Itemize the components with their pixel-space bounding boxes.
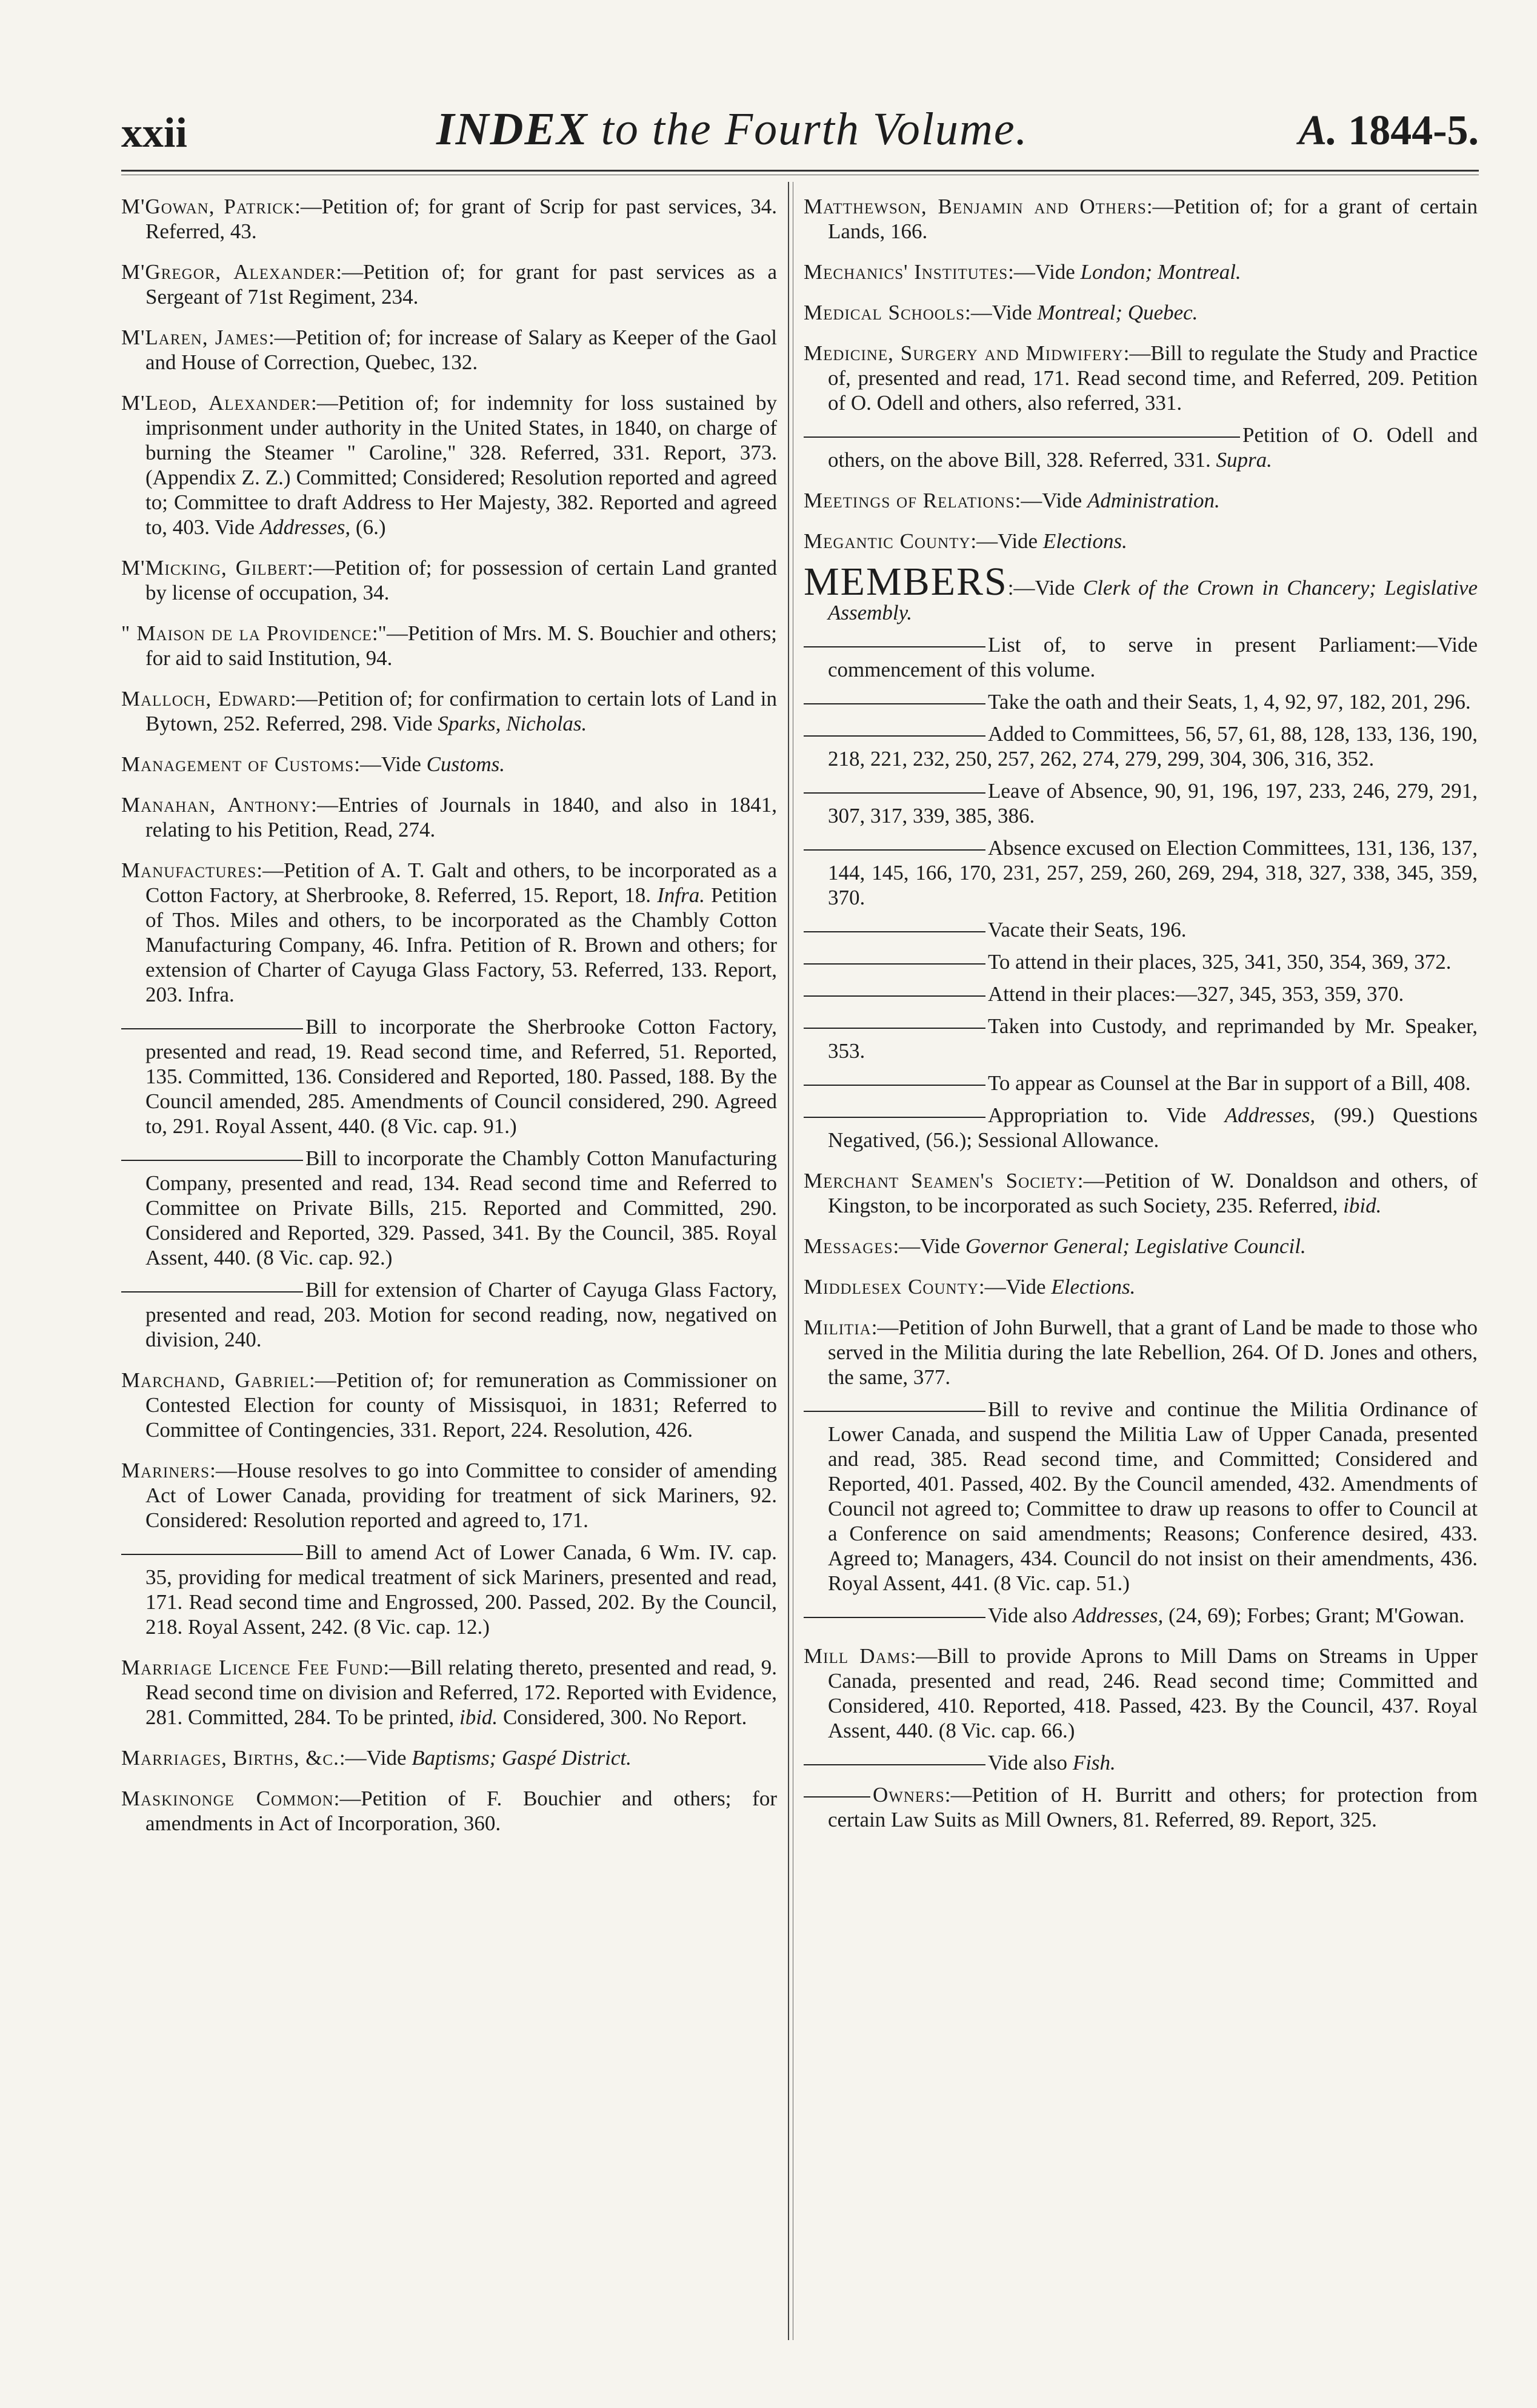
- entry-text: :—Entries of Journals in 1840, and also in 1841, relating to his Petition, Read, 274.: [145, 793, 777, 841]
- index-subentry: [804, 1603, 1478, 1628]
- entry-heading: M'Leod, Alexander: [121, 391, 312, 415]
- continuation-dash: [121, 1554, 303, 1555]
- index-subentry: [121, 1277, 777, 1352]
- index-subentry: [804, 835, 1478, 910]
- entry-text: Bill for extension of Charter of Cayuga Glass Factory, presented and read, 203. Motion for second reading, now, negatived on division, 240.: [145, 1278, 777, 1351]
- continuation-dash: [804, 1764, 985, 1765]
- entry-reference: Supra.: [1216, 448, 1272, 472]
- index-subentry: [804, 721, 1478, 771]
- entry-heading: M'Laren, James: [121, 326, 268, 349]
- entry-text: :—Bill to provide Aprons to Mill Dams on Streams in Upper Canada, presented and read, 246. Read second time; Committed and Considered, 410. Reported, 418. Passed, 423. By the Council, 437. Royal Assent, 440. (8 Vic. cap. 66.): [828, 1644, 1478, 1742]
- entry-text: Vacate their Seats, 196.: [988, 918, 1187, 941]
- index-entry: [804, 1168, 1478, 1218]
- index-entry: [121, 325, 777, 375]
- entry-heading: Medicine, Surgery and Midwifery: [804, 341, 1124, 365]
- index-entry: [121, 390, 777, 540]
- entry-text: Taken into Custody, and reprimanded by Mr. Speaker, 353.: [828, 1014, 1478, 1063]
- entry-text: :—Vide: [1008, 260, 1075, 284]
- entry-text: :—House resolves to go into Committee to consider of amending Act of Lower Canada, providing for treatment of sick Mariners, 92. Considered: Resolution reported and agreed to, 171.: [145, 1459, 777, 1532]
- entry-heading: M'Gregor, Alexander: [121, 260, 336, 284]
- entry-reference: ibid.: [459, 1705, 498, 1729]
- entry-text: Attend in their places:—327, 345, 353, 359, 370.: [988, 982, 1404, 1006]
- index-subentry: [804, 689, 1478, 714]
- entry-text: :—Petition of H. Burritt and others; for protection from certain Law Suits as Mill Owners, 81. Referred, 89. Report, 325.: [828, 1783, 1478, 1831]
- index-entry: [804, 488, 1478, 513]
- entry-text: Appropriation to. Vide: [988, 1103, 1207, 1127]
- entry-reference: Governor General; Legislative Council.: [965, 1234, 1306, 1258]
- index-entry: [804, 529, 1478, 554]
- entry-text: :—Vide: [339, 1746, 407, 1770]
- volume-letter: A.: [1298, 107, 1338, 154]
- entry-reference: ibid.: [1343, 1194, 1382, 1217]
- index-entry: [804, 1644, 1478, 1743]
- entry-text: :—Petition of; for confirmation to certain lots of Land in Bytown, 252. Referred, 298. Vide: [145, 687, 777, 735]
- entry-tail: Petition of Thos. Miles and others, to be incorporated as the Chambly Cotton Manufacturing Company, 46. Infra. Petition of R. Brown and others; for extension of Charter of Cayuga Glass Factory, 53. Referred, 133. Report, 203. Infra.: [145, 883, 777, 1006]
- entry-heading: M'Micking, Gilbert: [121, 556, 308, 580]
- entry-text: Bill to revive and continue the Militia Ordinance of Lower Canada, and suspend the Militia Law of Upper Canada, presented and read, 385. Read second time, and Committed; Considered and Reported, 401. Passed, 402. By the Council amended, 432. Amendments of Council not agreed to; Committee to draw up reasons to offer to Council at a Conference on said amendments; Reasons; Conference desired, 433. Agreed to; Managers, 434. Council do not insist on their amendments, 436. Royal Assent, 441. (8 Vic. cap. 51.): [828, 1397, 1478, 1595]
- entry-reference: Elections.: [1051, 1275, 1136, 1299]
- entry-tail: (24, 69); Forbes; Grant; M'Gowan.: [1168, 1604, 1465, 1627]
- entry-text: To appear as Counsel at the Bar in support of a Bill, 408.: [988, 1071, 1471, 1095]
- entry-text: :—Petition of F. Bouchier and others; for amendments in Act of Incorporation, 360.: [145, 1787, 777, 1835]
- index-subentry: [804, 1014, 1478, 1063]
- entry-heading: " Maison de la Providence: [121, 621, 372, 645]
- entry-heading: M'Gowan, Patrick: [121, 195, 295, 218]
- continuation-dash: [121, 1291, 303, 1293]
- entry-heading: Management of Customs: [121, 752, 355, 776]
- continuation-dash: [804, 931, 985, 932]
- index-subentry: [804, 982, 1478, 1006]
- index-entry: [804, 341, 1478, 415]
- entry-reference: Baptisms; Gaspé District.: [412, 1746, 632, 1770]
- entry-heading: Meetings of Relations: [804, 489, 1015, 512]
- entry-heading: Messages: [804, 1234, 893, 1258]
- index-entry: [804, 1315, 1478, 1390]
- entry-text: Vide also: [988, 1751, 1068, 1774]
- index-entry: [121, 259, 777, 309]
- column-divider: [788, 182, 789, 2340]
- entry-text: To attend in their places, 325, 341, 350, 354, 369, 372.: [988, 950, 1452, 974]
- left-column: [121, 194, 777, 1851]
- running-title: [436, 103, 1029, 156]
- volume-year: [1298, 107, 1479, 155]
- index-entry: [121, 555, 777, 605]
- continuation-dash: [121, 1160, 303, 1161]
- entry-text: :—Petition of; for grant of Scrip for past services, 34. Referred, 43.: [145, 195, 777, 243]
- entry-heading: Owners: [873, 1783, 945, 1807]
- entry-reference: Clerk of the Crown in Chancery; Legislative Assembly.: [828, 576, 1478, 624]
- entry-text: :—Petition of; for possession of certain Land granted by license of occupation, 34.: [145, 556, 777, 604]
- index-entry: [121, 194, 777, 244]
- index-subentry: [804, 778, 1478, 828]
- continuation-dash: [804, 1796, 870, 1798]
- index-entry: [804, 259, 1478, 284]
- title-index-word: INDEX: [436, 104, 588, 155]
- entry-heading: Merchant Seamen's Society: [804, 1169, 1078, 1192]
- entry-heading: Mill Dams: [804, 1644, 910, 1668]
- entry-text: Bill to incorporate the Chambly Cotton Manufacturing Company, presented and read, 134. Read second time and Referred to Committee on Private Bills, 215. Reported and Committed, 290. Considered and Reported, 329. Passed, 341. By the Council, 385. Royal Assent, 440. (8 Vic. cap. 92.): [145, 1146, 777, 1269]
- index-entry: [121, 752, 777, 777]
- index-subentry: [804, 1750, 1478, 1775]
- continuation-dash: [804, 646, 985, 647]
- entry-text: :—Vide: [970, 529, 1038, 553]
- index-entry: [121, 1655, 777, 1730]
- entry-heading: Marchand, Gabriel: [121, 1368, 309, 1392]
- entry-text: Leave of Absence, 90, 91, 196, 197, 233, 246, 279, 291, 307, 317, 339, 385, 386.: [828, 779, 1478, 828]
- entry-text: :—Petition of W. Donaldson and others, of Kingston, to be incorporated as such Society, 235. Referred,: [828, 1169, 1478, 1217]
- entry-text: :—Bill relating thereto, presented and read, 9. Read second time on division and Referred, 172. Reported with Evidence, 281. Committed, 284. To be printed,: [145, 1656, 777, 1729]
- year: 1844-5.: [1348, 107, 1479, 154]
- continuation-dash: [804, 1411, 985, 1412]
- entry-tail: Considered, 300. No Report.: [502, 1705, 747, 1729]
- entry-text: :—Petition of; for increase of Salary as Keeper of the Gaol and House of Correction, Quebec, 132.: [145, 326, 777, 374]
- entry-heading: Middlesex County: [804, 1275, 979, 1299]
- entry-reference: Sparks, Nicholas.: [438, 712, 587, 735]
- entry-heading: Manufactures: [121, 858, 257, 882]
- index-entry: [121, 1786, 777, 1836]
- entry-reference: Elections.: [1042, 529, 1127, 553]
- index-entry: [121, 621, 777, 671]
- index-entry: [804, 194, 1478, 244]
- entry-text: :—Petition of; for grant for past services as a Sergeant of 71st Regiment, 234.: [145, 260, 777, 309]
- continuation-dash: [804, 963, 985, 965]
- index-subentry: [804, 1071, 1478, 1095]
- entry-reference: Addresses,: [259, 515, 351, 539]
- entry-heading: Malloch, Edward: [121, 687, 291, 711]
- entry-reference: Customs.: [426, 752, 505, 776]
- entry-text: :—Vide: [978, 1275, 1046, 1299]
- continuation-dash: [804, 849, 985, 851]
- index-subentry: [804, 1103, 1478, 1152]
- index-entry: [804, 1234, 1478, 1259]
- entry-text: Added to Committees, 56, 57, 61, 88, 128, 133, 136, 190, 218, 221, 232, 250, 257, 262, 274, 279, 299, 304, 306, 316, 352.: [828, 722, 1478, 771]
- index-subentry: [121, 1014, 777, 1139]
- index-subentry: [804, 423, 1478, 472]
- right-column: [804, 194, 1478, 1848]
- entry-reference: Addresses,: [1072, 1604, 1164, 1627]
- index-subentry: [804, 949, 1478, 974]
- entry-text: :—Vide: [354, 752, 421, 776]
- index-subentry: [121, 1540, 777, 1639]
- entry-reference: Administration.: [1087, 489, 1220, 512]
- index-entry: [804, 300, 1478, 325]
- index-subentry: [804, 1782, 1478, 1832]
- entry-text: Absence excused on Election Committees, 131, 136, 137, 144, 145, 166, 170, 231, 257, 259, 260, 269, 294, 318, 327, 338, 345, 359, 370.: [828, 836, 1478, 909]
- entry-tail: (99.) Questions Negatived, (56.); Sessional Allowance.: [828, 1103, 1478, 1152]
- entry-text: :—Petition of John Burwell, that a grant of Land be made to those who served in the Militia during the late Rebellion, 264. Of D. Jones and others, the same, 377.: [828, 1316, 1478, 1389]
- continuation-dash: [804, 703, 985, 704]
- entry-text: List of, to serve in present Parliament:—Vide commencement of this volume.: [828, 633, 1478, 681]
- index-entry: [804, 560, 1478, 625]
- entry-reference: London; Montreal.: [1080, 260, 1241, 284]
- entry-heading: Medical Schools: [804, 301, 965, 324]
- entry-text: :—Petition of A. T. Galt and others, to be incorporated as a Cotton Factory, at Sherbrooke, 8. Referred, 15. Report, 18.: [145, 858, 777, 907]
- entry-text: :—Petition of; for indemnity for loss sustained by imprisonment under authority in the United States, in 1840, on charge of burning the Steamer " Caroline," 328. Referred, 331. Report, 373. (Appendix Z. Z.) Committed; Considered; Resolution reported and agreed to; Committee to draft Address to Her Majesty, 382. Reported and agreed to, 403. Vide: [145, 391, 777, 539]
- entry-text: :—Vide: [893, 1234, 961, 1258]
- entry-text: Petition of O. Odell and others, on the above Bill, 328. Referred, 331.: [828, 423, 1478, 472]
- index-subentry: [121, 1146, 777, 1270]
- index-subentry: [804, 632, 1478, 682]
- index-entry: [804, 1274, 1478, 1299]
- continuation-dash: [804, 1617, 985, 1618]
- entry-reference: Fish.: [1072, 1751, 1116, 1774]
- continuation-dash: [804, 995, 985, 997]
- entry-text: Bill to amend Act of Lower Canada, 6 Wm. IV. cap. 35, providing for medical treatment of sick Mariners, presented and read, 171. Read second time and Engrossed, 200. Passed, 202. By the Council, 218. Royal Assent, 242. (8 Vic. cap. 12.): [145, 1540, 777, 1639]
- header-rule: [121, 170, 1479, 172]
- entry-text: :—Petition of; for a grant of certain Lands, 166.: [828, 195, 1478, 243]
- index-entry: [121, 1745, 777, 1770]
- entry-tail: (6.): [355, 515, 386, 539]
- entry-text: :—Vide: [1015, 489, 1082, 512]
- index-entry: [121, 858, 777, 1007]
- page-number: xxii: [121, 110, 187, 156]
- continuation-dash: [804, 1028, 985, 1029]
- entry-heading: Marriages, Births, &c.: [121, 1746, 339, 1770]
- index-entry: [121, 686, 777, 736]
- entry-text: Bill to incorporate the Sherbrooke Cotton Factory, presented and read, 19. Read second time, and Referred, 51. Reported, 135. Committed, 136. Considered and Reported, 180. Passed, 188. By the Council amended, 285. Amendments of Council considered, 290. Agreed to, 291. Royal Assent, 440. (8 Vic. cap. 91.): [145, 1015, 777, 1138]
- continuation-dash: [804, 1117, 985, 1118]
- continuation-dash: [121, 1028, 303, 1029]
- entry-text: :—Vide: [965, 301, 1032, 324]
- entry-text: Take the oath and their Seats, 1, 4, 92, 97, 182, 201, 296.: [988, 690, 1471, 714]
- entry-text: :—Vide: [1007, 576, 1075, 600]
- continuation-dash: [804, 792, 985, 794]
- entry-reference: Addresses,: [1224, 1103, 1316, 1127]
- index-entry: [121, 1458, 777, 1533]
- page-header: [121, 103, 1479, 158]
- entry-text: :"—Petition of Mrs. M. S. Bouchier and others; for aid to said Institution, 94.: [145, 621, 777, 670]
- continuation-dash: [804, 436, 1240, 438]
- index-entry: [121, 1368, 777, 1442]
- index-entry: [121, 792, 777, 842]
- entry-heading: Manahan, Anthony: [121, 793, 312, 817]
- entry-text: :—Petition of; for remuneration as Commissioner on Contested Election for county of Missisquoi, in 1831; Referred to Committee of Contingencies, 331. Report, 224. Resolution, 426.: [145, 1368, 777, 1442]
- entry-heading: Militia: [804, 1316, 872, 1339]
- title-rest: to the Fourth Volume.: [601, 104, 1029, 155]
- continuation-dash: [804, 1085, 985, 1086]
- index-subentry: [804, 1397, 1478, 1596]
- index-subentry: [804, 917, 1478, 942]
- entry-heading: Mechanics' Institutes: [804, 260, 1009, 284]
- entry-heading: Matthewson, Benjamin and Others: [804, 195, 1147, 218]
- entry-reference: Infra.: [657, 883, 705, 907]
- entry-heading: Mariners: [121, 1459, 210, 1482]
- entry-heading: MEMBERS: [804, 560, 1008, 604]
- entry-reference: Montreal; Quebec.: [1037, 301, 1198, 324]
- continuation-dash: [804, 735, 985, 737]
- entry-text: :—Bill to regulate the Study and Practice of, presented and read, 171. Read second time, and Referred, 209. Petition of O. Odell and others, also referred, 331.: [828, 341, 1478, 415]
- entry-heading: Marriage Licence Fee Fund: [121, 1656, 384, 1679]
- entry-text: Vide also: [988, 1604, 1068, 1627]
- entry-heading: Maskinonge Common: [121, 1787, 334, 1810]
- entry-heading: Megantic County: [804, 529, 971, 553]
